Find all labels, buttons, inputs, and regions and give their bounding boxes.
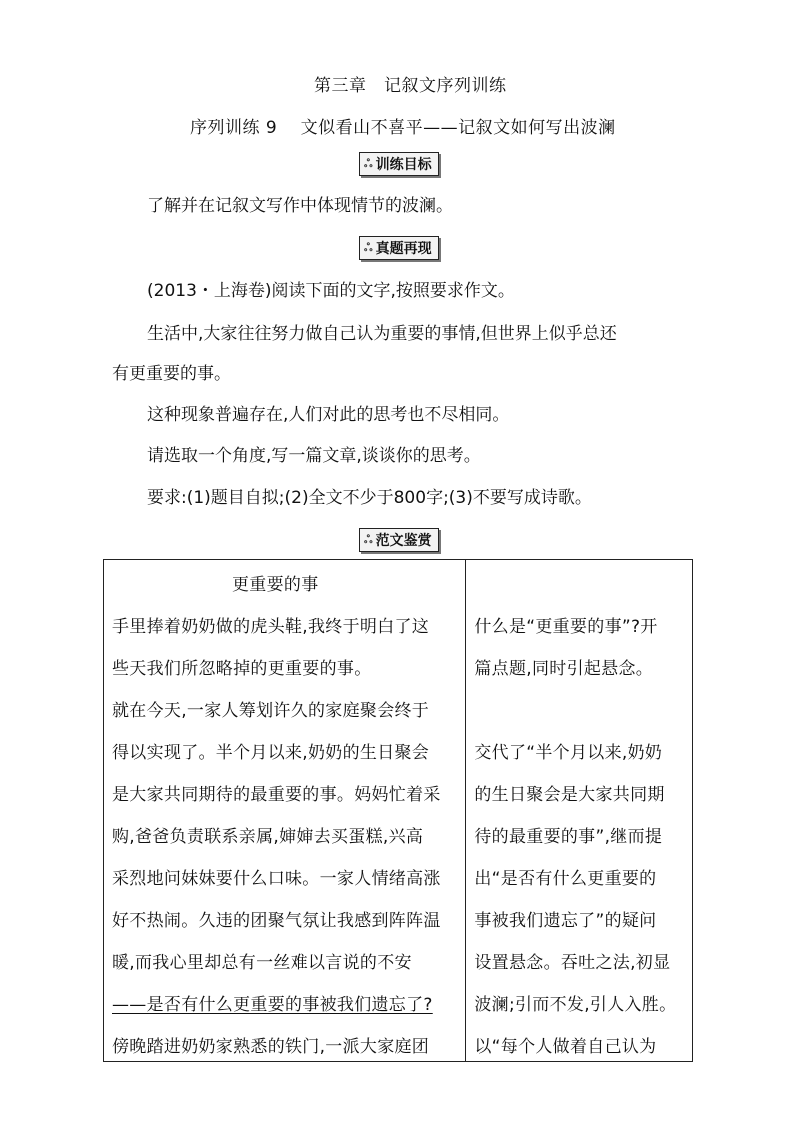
essay-line: 购,爸爸负责联系亲属,婶婶去买蛋糕,兴高 xyxy=(112,827,424,847)
exam-line-1: (2013・上海卷)阅读下面的文字,按照要求作文。 xyxy=(147,281,515,301)
section-badge-label: 训练目标 xyxy=(375,157,432,173)
essay-line: 是大家共同期待的最重要的事。妈妈忙着采 xyxy=(112,785,441,805)
exam-line-2: 生活中,大家往往努力做自己认为重要的事情,但世界上似乎总还 xyxy=(147,324,617,344)
swirl-icon: ஃ xyxy=(364,532,373,546)
comment-line: 的生日聚会是大家共同期 xyxy=(474,785,665,805)
essay-title: 更重要的事 xyxy=(232,575,319,595)
comment-column xyxy=(466,560,693,1062)
essay-line: 傍晚踏进奶奶家熟悉的铁门,一派大家庭团 xyxy=(112,1037,430,1057)
section-badge-label: 范文鉴赏 xyxy=(375,533,432,549)
exam-line-4: 这种现象普遍存在,人们对此的思考也不尽相同。 xyxy=(147,405,510,425)
comment-line: 什么是“更重要的事”?开 xyxy=(474,617,658,637)
comment-line: 设置悬念。吞吐之法,初显 xyxy=(474,953,671,973)
section-badge-exam xyxy=(359,236,439,260)
exam-line-3: 有更重要的事。 xyxy=(112,364,231,384)
comment-line: 波澜;引而不发,引人入胜。 xyxy=(474,995,677,1015)
essay-line: 暖,而我心里却总有一丝难以言说的不安 xyxy=(112,953,412,973)
comment-line: 篇点题,同时引起悬念。 xyxy=(474,659,654,679)
comment-line: 待的最重要的事”,继而提 xyxy=(474,827,663,847)
essay-line: 手里捧着奶奶做的虎头鞋,我终于明白了这 xyxy=(112,617,430,637)
essay-line: 采烈地问妹妹要什么口味。一家人情绪高涨 xyxy=(112,869,441,889)
exam-line-6: 要求:(1)题目自拟;(2)全文不少于800字;(3)不要写成诗歌。 xyxy=(147,488,592,508)
comment-line: 以“每个人做着自己认为 xyxy=(474,1037,657,1057)
comment-line: 出“是否有什么更重要的 xyxy=(474,869,657,889)
section-badge-sample xyxy=(359,528,439,552)
essay-line: 得以实现了。半个月以来,奶奶的生日聚会 xyxy=(112,743,430,763)
essay-line: 就在今天,一家人筹划许久的家庭聚会终于 xyxy=(112,701,430,721)
comment-line: 交代了“半个月以来,奶奶 xyxy=(474,743,663,763)
goal-text: 了解并在记叙文写作中体现情节的波澜。 xyxy=(147,196,453,216)
essay-line: 好不热闹。久违的团聚气氛让我感到阵阵温 xyxy=(112,911,441,931)
essay-line: 些天我们所忽略掉的更重要的事。 xyxy=(112,659,372,679)
swirl-icon: ஃ xyxy=(364,156,373,170)
section-badge-goal xyxy=(359,152,439,176)
lesson-title: 序列训练 9 文似看山不喜平——记叙文如何写出波澜 xyxy=(190,118,616,138)
comment-line: 事被我们遗忘了”的疑问 xyxy=(474,911,657,931)
section-badge-label: 真题再现 xyxy=(375,241,432,257)
swirl-icon: ஃ xyxy=(364,240,373,254)
essay-line-underlined: ——是否有什么更重要的事被我们遗忘了? xyxy=(112,995,433,1015)
essay-table xyxy=(103,559,693,1062)
exam-line-5: 请选取一个角度,写一篇文章,谈谈你的思考。 xyxy=(147,446,481,466)
essay-column xyxy=(104,560,466,1062)
chapter-title: 第三章 记叙文序列训练 xyxy=(314,76,507,96)
